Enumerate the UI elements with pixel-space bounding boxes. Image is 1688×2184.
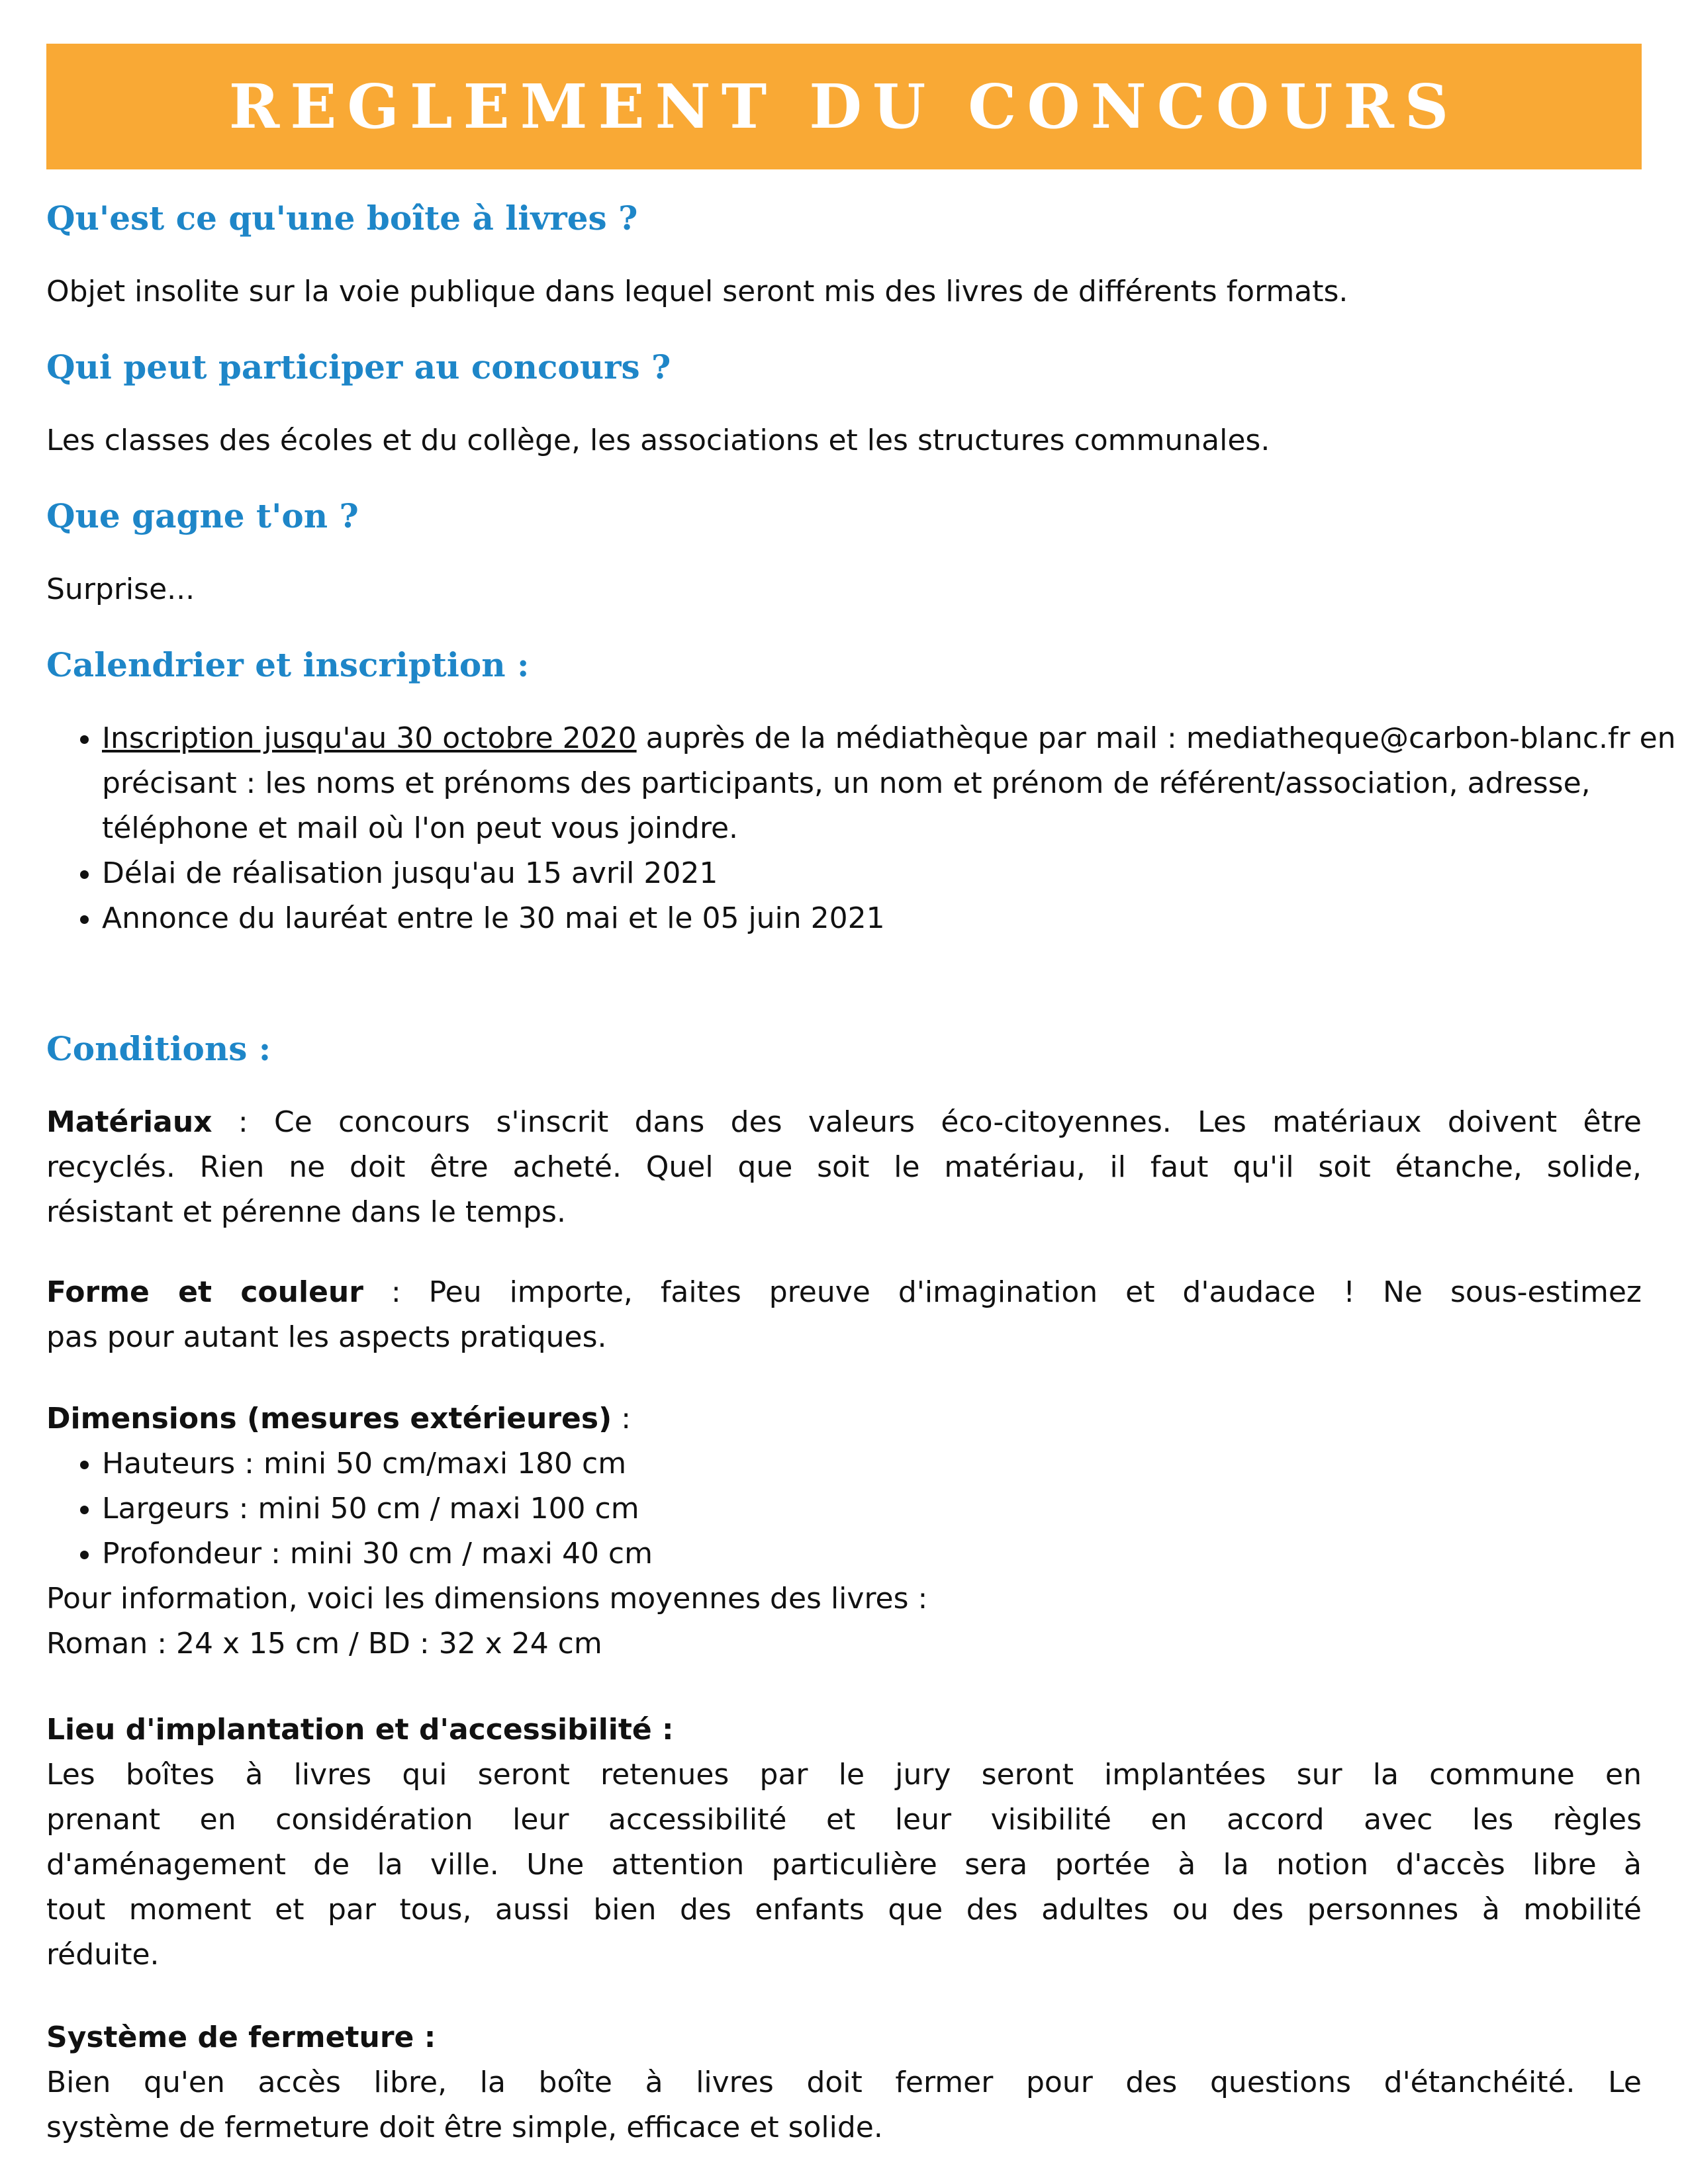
location-line: réduite. [46,1938,160,1972]
registration-deadline: Inscription jusqu'au 30 octobre 2020 [102,721,637,755]
heading-what: Qu'est ce qu'une boîte à livres ? [46,199,638,238]
form-paragraph [46,1270,1642,1360]
dimensions-suffix: : [612,1402,632,1435]
what-text: Objet insolite sur la voie publique dans lequel seront mis des livres de différents formats. [46,275,1348,308]
materials-line: : Ce concours s'inscrit dans des valeurs éco-citoyennes. Les matériaux doivent être [212,1105,1642,1139]
form-line: : Peu importe, faites preuve d'imagination et d'audace ! Ne sous-estimez [363,1275,1642,1309]
location-paragraph [46,1752,1642,1978]
location-line: Les boîtes à livres qui seront retenues par le jury seront implantées sur la commune en [46,1758,1642,1792]
prize-text: Surprise... [46,572,195,606]
heading-conditions: Conditions : [46,1029,271,1068]
closing-label: Système de fermeture : [46,2021,436,2054]
calendar-list [46,716,1688,941]
page-title: REGLEMENT DU CONCOURS [228,71,1460,142]
book-dimensions-info: Pour information, voici les dimensions moyennes des livres : [46,1582,928,1615]
who-text: Les classes des écoles et du collège, les associations et les structures communales. [46,424,1270,457]
heading-prize: Que gagne t'on ? [46,496,359,535]
dimensions-label: Dimensions (mesures extérieures) [46,1402,612,1435]
heading-who: Qui peut participer au concours ? [46,347,671,387]
closing-heading [46,2015,1642,2060]
closing-line: système de fermeture doit être simple, efficace et solide. [46,2111,883,2144]
location-heading [46,1707,1642,1752]
form-label: Forme et couleur [46,1275,363,1309]
closing-line: Bien qu'en accès libre, la boîte à livres doit fermer pour des questions d'étanchéité. Le [46,2066,1642,2099]
title-banner [46,44,1642,169]
dimensions-label-line [46,1396,1642,1441]
location-label: Lieu d'implantation et d'accessibilité : [46,1713,674,1747]
materials-line: résistant et pérenne dans le temps. [46,1195,566,1229]
heading-calendar: Calendrier et inscription : [46,645,530,684]
list-item: • Annonce du lauréat entre le 30 mai et le 05 juin 2021 [102,896,1688,941]
form-line: pas pour autant les aspects pratiques. [46,1320,607,1354]
list-item: • Délai de réalisation jusqu'au 15 avril 2021 [102,851,1688,896]
book-dimensions-values: Roman : 24 x 15 cm / BD : 32 x 24 cm [46,1627,602,1661]
list-item: • Hauteurs : mini 50 cm/maxi 180 cm [102,1441,1688,1486]
materials-label: Matériaux [46,1105,212,1139]
list-item [102,716,1688,851]
materials-paragraph [46,1100,1642,1235]
dimensions-list [46,1441,1688,1576]
registration-details: auprès de la médiathèque par mail : mediatheque@carbon-blanc.fr en précisant : les noms et prénoms des participants, un nom et prénom de référent/association, adresse, téléphone et mail où l'on peut vous joindre. [102,721,1676,845]
location-line: tout moment et par tous, aussi bien des enfants que des adultes ou des personnes à mobilité [46,1893,1642,1927]
location-line: prenant en considération leur accessibilité et leur visibilité en accord avec les règles [46,1803,1642,1837]
closing-paragraph [46,2060,1642,2150]
list-item: • Largeurs : mini 50 cm / maxi 100 cm [102,1486,1688,1531]
list-item: • Profondeur : mini 30 cm / maxi 40 cm [102,1531,1688,1576]
location-line: d'aménagement de la ville. Une attention particulière sera portée à la notion d'accès libre à [46,1848,1642,1882]
materials-line: recyclés. Rien ne doit être acheté. Quel que soit le matériau, il faut qu'il soit étanche, solide, [46,1150,1642,1184]
